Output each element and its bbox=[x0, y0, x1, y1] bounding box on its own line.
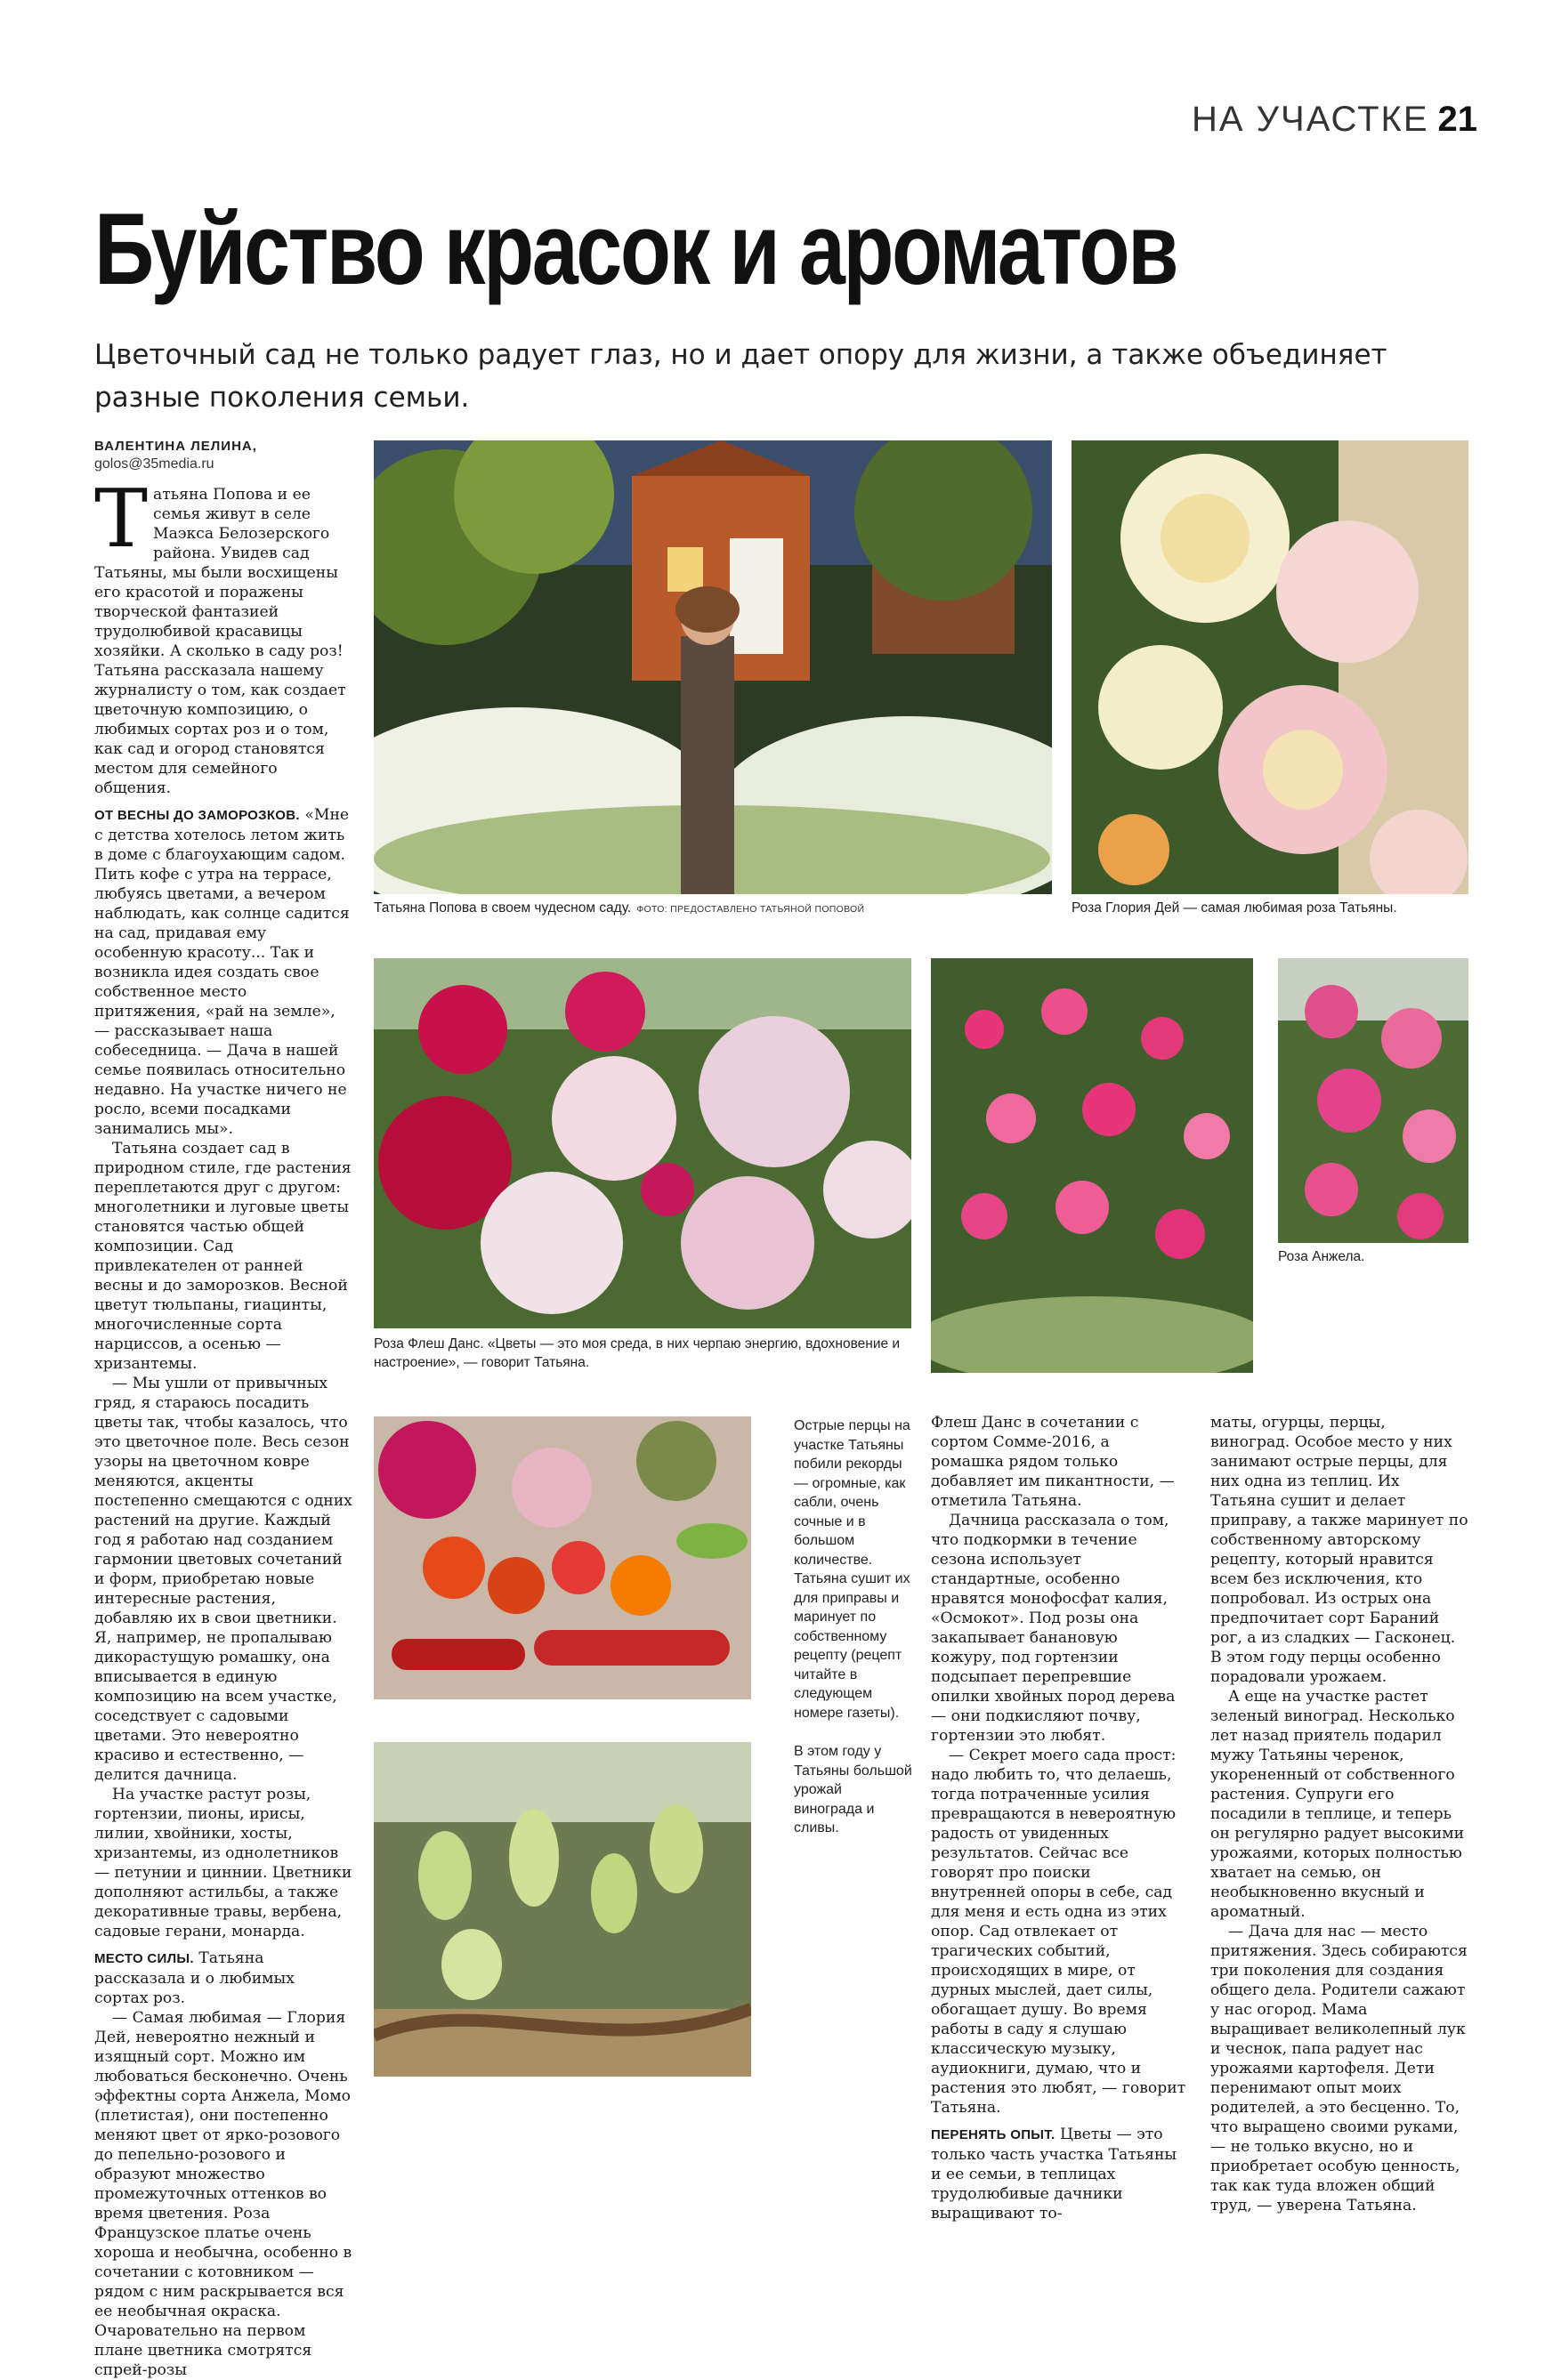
photo-rose-gloria-day bbox=[1072, 440, 1468, 894]
photo-rose-angela bbox=[1278, 958, 1468, 1243]
drop-cap: Т bbox=[94, 472, 149, 566]
page-number: 21 bbox=[1437, 100, 1477, 139]
photo-rose-bush bbox=[931, 958, 1253, 1373]
paragraph: — Мы ушли от привычных гряд, я стараюсь посадить цветы так, чтобы казалось, что это цветочное поле. Весь сезон узоры на цветочном ковре меняются, акценты постепенно смещаются с одних растений на другие. Каждый год я работаю над созданием гармонии цветовых сочетаний и форм, приобретаю новые интересные растения, добавляю их в свои цветники. Я, например, не пропалываю дикорастущую ромашку, она вписывается в единую композицию на всем участке, соседствует с садовыми цветами. Это невероятно красиво и естественно, — делится дачница. bbox=[94, 1375, 352, 1784]
column-4 bbox=[1210, 1413, 1468, 2215]
photo-rose-flash-dance bbox=[374, 958, 911, 1328]
paragraph: — Секрет моего сада прост: надо любить то, что делаешь, тогда потраченные усилия превращаются в невероятную радость от увиденных результатов. Сейчас все говорят про поиски внутренней опоры в себе, сад для меня и есть одна из этих опор. Сад отвлекает от трагических событий, происходящих в мире, от дурных мыслей, дает силы, обогащает душу. Во время работы в саду я слушаю классическую музыку, аудиокниги, думаю, что и растения это любят, — говорит Татьяна. bbox=[931, 1747, 1186, 2117]
photo-woman-in-garden bbox=[374, 440, 1052, 894]
paragraph: «Мне с детства хотелось летом жить в доме с благоухающим садом. Пить кофе с утра на террасе, любуясь цветами, а вечером наблюдать, как солнце садится на сад, придавая ему особенную красоту... Так и возникла идея создать свое собственное место притяжения, «рай на земле», — рассказывает наша собеседница. — Дача в нашей семье появилась относительно недавно. На участке ничего не росло, всеми посадками занимались мы». bbox=[94, 806, 350, 1138]
section-label: НА УЧАСТКЕ bbox=[1191, 100, 1429, 139]
paragraph: Татьяна рассказала и о любимых сортах роз. bbox=[94, 1949, 295, 2007]
paragraph: Татьяна создает сад в природном стиле, где растения переплетаются друг с другом: многолетники и луговые цветы становятся частью общей композиции. Сад привлекателен от ранней весны и до заморозков. Весной цветут тюльпаны, гиацинты, многочисленные сорта нарциссов, а осенью — хризантемы. bbox=[94, 1140, 352, 1373]
photo-caption: Роза Анжела. bbox=[1278, 1249, 1365, 1264]
paragraph: Цветы — это только часть участка Татьяны и ее семьи, в теплицах трудолюбивые дачники выращивают то- bbox=[931, 2126, 1177, 2223]
subhead: ПЕРЕНЯТЬ ОПЫТ. bbox=[931, 2127, 1055, 2142]
article-title: Буйство красок и ароматов bbox=[94, 193, 1177, 306]
photo-caption: Роза Флеш Данс. «Цветы — это моя среда, в них черпаю энергию, вдохновение и настроение», — говорит Татьяна. bbox=[374, 1336, 901, 1370]
photo-peppers-tomatoes bbox=[374, 1416, 751, 1699]
byline-email[interactable]: golos@35media.ru bbox=[94, 456, 214, 472]
photo-caption: Роза Глория Дей — самая любимая роза Татьяны. bbox=[1072, 900, 1397, 916]
paragraph: На участке растут розы, гортензии, пионы, ирисы, лилии, хвойники, хосты, хризантемы, из однолетников — петунии и циннии. Цветники дополняют астильбы, а также декоративные травы, вербена, садовые герани, монарда. bbox=[94, 1786, 352, 1940]
paragraph: Дачница рассказала о том, что подкормки в течение сезона использует стандартные, особенно нравятся монофосфат калия, «Осмокот». Под розы она закапывает банановую кожуру, под гортензии подсыпает перепревшие опилки хвойных пород дерева — они подкисляют почву, гортензии это любят. bbox=[931, 1512, 1176, 1745]
paragraph: — Самая любимая — Глория Дей, невероятно нежный и изящный сорт. Можно им любоваться бесконечно. Очень эффектны сорта Анжела, Момо (плетистая), они постепенно меняют цвет от ярко-розового до пепельно-розового и образуют множество промежуточных оттенков во время цветения. Роза Французское платье очень хороша и необычна, особенно в сочетании с котовником — рядом с ним раскрывается вся ее необычная окраска. Очаровательно на первом плане цветника смотрятся спрей-розы bbox=[94, 2009, 352, 2379]
section-header bbox=[997, 100, 1477, 153]
photo-caption: Острые перцы на участке Татьяны побили рекорды — огромные, как сабли, очень сочные и в большом количестве. Татьяна сушит их для приправы и маринует по собственному рецепту (рецепт читайте в следующем номере газеты). bbox=[794, 1418, 910, 1721]
column-1 bbox=[94, 472, 352, 2380]
paragraph: — Дача для нас — место притяжения. Здесь собираются три поколения для создания общего дела. Родители сажают у нас огород. Мама выращивает великолепный лук и чеснок, папа радует нас урожаями картофеля. Дети перенимают опыт моих родителей, а это бесценно. То, что выращено своими руками, — не только вкусно, но и приобретает особую ценность, так как туда вложен общий труд, — уверена Татьяна. bbox=[1210, 1923, 1468, 2215]
photo-grapes bbox=[374, 1742, 751, 2077]
article-lead: Цветочный сад не только радует глаз, но и дает опору для жизни, а также объединяет разные поколения семьи. bbox=[94, 339, 1387, 414]
photo-caption: В этом году у Татьяны большой урожай винограда и сливы. bbox=[794, 1744, 912, 1835]
column-3 bbox=[931, 1413, 1187, 2223]
photo-caption bbox=[374, 899, 1052, 919]
paragraph: атьяна Попова и ее семья живут в селе Маэкса Белозерского района. Увидев сад Татьяны, мы были восхищены его красотой и поражены творческой фантазией трудолюбивой красавицы хозяйки. А сколько в саду роз! Татьяна рассказала нашему журналисту о том, как создает цветочную композицию, о любимых сортах роз и о том, как сад и огород становятся местом для семейного общения. bbox=[94, 486, 346, 797]
subhead: МЕСТО СИЛЫ. bbox=[94, 1951, 194, 1966]
paragraph: А еще на участке растет зеленый виноград. Несколько лет назад приятель подарил мужу Татьяны черенок, укорененный от собственного растения. Супруги его посадили в теплице, и теперь он регулярно радует высокими урожаями, которых полностью хватает на семью, он необыкновенно вкусный и ароматный. bbox=[1210, 1688, 1465, 1921]
byline-author: ВАЛЕНТИНА ЛЕЛИНА, bbox=[94, 439, 257, 454]
paragraph: Флеш Данс в сочетании с сортом Сомме-2016, а ромашка рядом только добавляет им пикантности, — отметила Татьяна. bbox=[931, 1414, 1175, 1510]
caption-text: Татьяна Попова в своем чудесном саду. bbox=[374, 900, 632, 916]
subhead: ОТ ВЕСНЫ ДО ЗАМОРОЗКОВ. bbox=[94, 808, 300, 823]
paragraph: маты, огурцы, перцы, виноград. Особое место у них занимают острые перцы, для них одна из теплиц. Их Татьяна сушит и делает приправу, а также маринует по собственному авторскому рецепту, который нравится всем без исключения, кто попробовал. Из острых она предпочитает сорт Бараний рог, а из сладких — Гасконец. В этом году перцы особенно порадовали урожаем. bbox=[1210, 1414, 1468, 1686]
photo-credit: ФОТО: ПРЕДОСТАВЛЕНО ТАТЬЯНОЙ ПОПОВОЙ bbox=[636, 904, 865, 915]
